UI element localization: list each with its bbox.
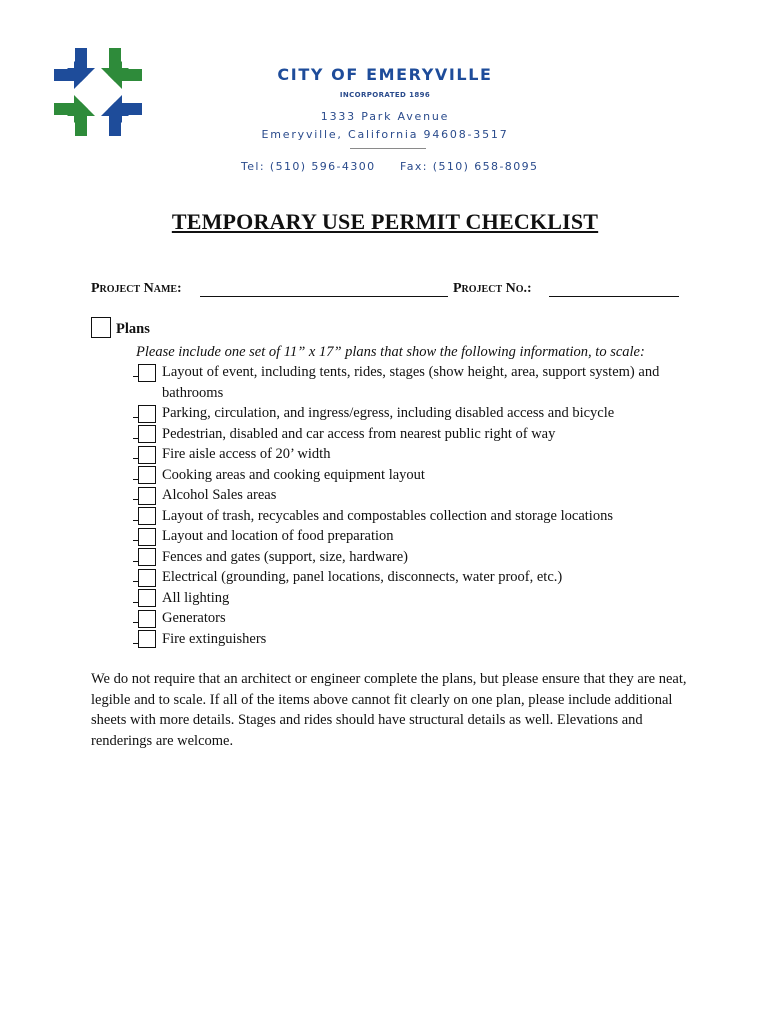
checklist-item-label: Layout of event, including tents, rides, stages (show height, area, support system) and bathrooms: [162, 364, 660, 401]
checklist-item: [133, 403, 713, 424]
checklist-item: [133, 629, 713, 650]
checklist-item: [133, 567, 713, 588]
checklist-item-label: Alcohol Sales areas: [162, 487, 277, 503]
project-name-label: Project Name:: [91, 281, 182, 296]
checklist-item-label: Generators: [162, 610, 226, 626]
checklist-item-label: Fire aisle access of 20’ width: [162, 446, 331, 462]
plans-heading: Plans: [116, 321, 150, 337]
checklist-item-label: Parking, circulation, and ingress/egress, including disabled access and bicycle: [162, 405, 615, 421]
item-checkbox[interactable]: [138, 364, 156, 382]
item-checkbox[interactable]: [138, 446, 156, 464]
checklist-item-label: Fire extinguishers: [162, 630, 267, 647]
letterhead-city-state-zip: Emeryville, California 94608-3517: [261, 128, 509, 141]
item-checkbox[interactable]: [138, 487, 156, 505]
project-number-field[interactable]: [549, 296, 679, 297]
checklist-item: [133, 362, 713, 403]
letterhead-incorporated: INCORPORATED 1896: [339, 91, 431, 99]
project-number-label: Project No.:: [453, 281, 532, 296]
project-name-field[interactable]: [200, 296, 448, 297]
city-of-emeryville-logo: [52, 46, 144, 138]
item-checkbox[interactable]: [138, 405, 156, 423]
letterhead-telephone: Tel: (510) 596-4300: [241, 160, 376, 173]
checklist-item: [133, 465, 713, 486]
letterhead-divider: [350, 148, 426, 149]
item-checkbox[interactable]: [138, 610, 156, 628]
plans-checkbox[interactable]: [91, 317, 111, 338]
checklist-item: [133, 526, 713, 547]
checklist-item: [133, 485, 713, 506]
checklist-item-label: All lighting: [162, 589, 230, 606]
plans-checklist: [133, 362, 713, 649]
item-checkbox[interactable]: [138, 630, 156, 648]
checklist-item: [133, 506, 713, 527]
instructions-paragraph: We do not require that an architect or engineer complete the plans, but please ensure that they are neat, legible and to scale. If all of the items above cannot fit clearly on one plan, please include additional sheets with more details. Stages and rides should have structural details as well. Elevations and renderings are welcome.: [91, 671, 687, 749]
item-checkbox[interactable]: [138, 466, 156, 484]
checklist-item: [133, 424, 713, 445]
item-checkbox[interactable]: [138, 548, 156, 566]
checklist-item: [133, 588, 713, 609]
letterhead-fax: Fax: (510) 658-8095: [400, 160, 539, 173]
checklist-item-label: Pedestrian, disabled and car access from nearest public right of way: [162, 425, 556, 442]
item-checkbox[interactable]: [138, 589, 156, 607]
checklist-item: [133, 444, 713, 465]
checklist-item-label: Electrical (grounding, panel locations, disconnects, water proof, etc.): [162, 569, 563, 585]
item-checkbox[interactable]: [138, 528, 156, 546]
checklist-item-label: Fences and gates (support, size, hardware): [162, 548, 409, 565]
checklist-item-label: Layout and location of food preparation: [162, 528, 394, 544]
checklist-item-label: Cooking areas and cooking equipment layout: [162, 466, 425, 483]
checklist-item: [133, 608, 713, 629]
item-checkbox[interactable]: [138, 507, 156, 525]
item-checkbox[interactable]: [138, 569, 156, 587]
checklist-item-label: Layout of trash, recycables and compostables collection and storage locations: [162, 507, 613, 524]
item-checkbox[interactable]: [138, 425, 156, 443]
plans-description: Please include one set of 11” x 17” plans that show the following information, to scale:: [136, 344, 645, 360]
letterhead-street: 1333 Park Avenue: [320, 110, 450, 123]
checklist-item: [133, 547, 713, 568]
document-title: TEMPORARY USE PERMIT CHECKLIST: [171, 209, 599, 234]
letterhead-city: CITY OF EMERYVILLE: [277, 65, 493, 84]
